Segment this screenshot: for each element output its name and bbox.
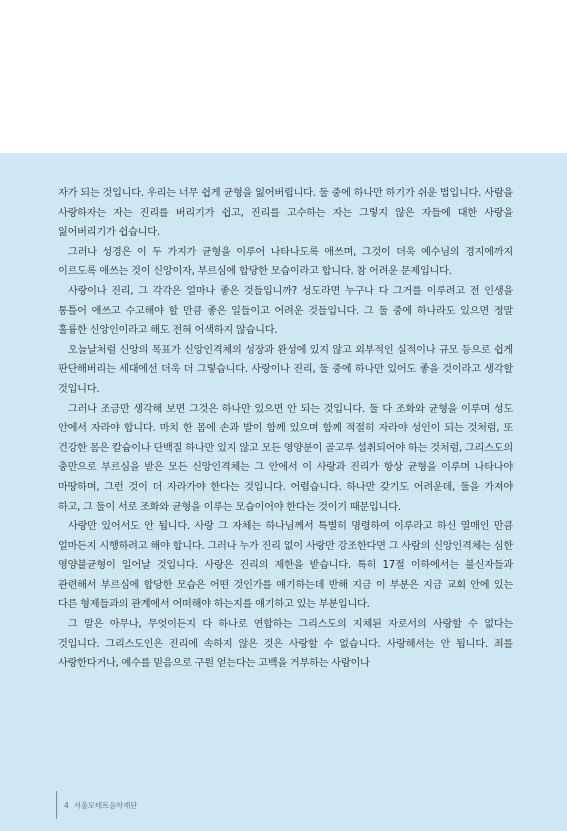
body-text bbox=[58, 184, 513, 674]
paragraph-3: 사랑이나 진리, 그 각각은 얼마나 좋은 것들입니까? 성도라면 누구나 다 그거를 이루려고 전 인생을 통틀어 애쓰고 수고해야 할 만큼 좋은 일들이고 어려운 것들입니다. 그 둘 중에 하나라도 있으면 정말 훌륭한 신앙인이라고 해도 전혀 어색하지 않습니다. bbox=[58, 285, 513, 337]
footer-divider bbox=[56, 791, 57, 819]
paragraph-6: 사랑만 있어서도 안 됩니다. 사랑 그 자체는 하나님께서 특별히 명령하여 이루라고 하신 열매인 만큼 얼마든지 시행하려고 해야 합니다. 그러나 누가 진리 없이 사랑만 강조한다면 그 사람의 신앙인격체는 심한 영양불균형이 일어날 것입니다. 사랑은 진리의 제한을 받습니다. 특히 17절 이하에서는 불신자들과 관련해서 부르심에 합당한 모습은 어떤 것인가를 얘기하는데 반해 지금 이 부분은 지금 교회 안에 있는 다른 형제들과의 관계에서 어떠해야 하는지를 얘기하고 있는 부분입니다. bbox=[58, 521, 513, 611]
top-margin bbox=[0, 0, 567, 153]
page-footer bbox=[56, 790, 137, 820]
paragraph-4: 오늘날처럼 신앙의 목표가 신앙인격체의 성장과 완성에 있지 않고 외부적인 실적이나 규모 등으로 쉽게 판단해버리는 세대에선 더욱 더 그렇습니다. 사랑이나 진리, 둘 중에 하나만 있어도 좋을 것이라고 생각할 것입니다. bbox=[58, 344, 513, 395]
paragraph-5: 그러나 조금만 생각해 보면 그것은 하나만 있으면 안 되는 것입니다. 둘 다 조화와 균형을 이루며 성도 안에서 자라야 합니다. 마치 한 몸에 손과 발이 함께 있으며 함께 적절히 자라야 성인이 되는 것처럼, 또 건강한 몸은 칼슘이나 단백질 하나만 있지 않고 모든 영양분이 골고루 섭취되어야 하는 것처럼, 그리스도의 충만으로 부르심을 받은 모든 신앙인격체는 그 안에서 이 사랑과 진리가 항상 균형을 이루며 나타나야 마땅하며, 그런 것이 더 자라가야 한다는 것입니다. 어렵습니다. 하나만 갖기도 어려운데, 둘을 가져야 하고, 그 둘이 서로 조화와 균형을 이루는 모습이어야 한다는 것이기 때문입니다. bbox=[58, 403, 513, 513]
paragraph-7: 그 말은 아무나, 무엇이든지 다 하나로 연합하는 그리스도의 지체된 자로서의 사랑할 수 없다는 것입니다. 그리스도인은 진리에 속하지 않은 것은 사랑할 수 없습니다. 사랑해서는 안 됩니다. 죄를 사랑한다거나, 예수를 믿음으로 구원 얻는다는 고백을 거부하는 사람이나 bbox=[58, 619, 513, 670]
paragraph-1: 자가 되는 것입니다. 우리는 너무 쉽게 균형을 잃어버립니다. 둘 중에 하나만 하기가 쉬운 법입니다. 사람을 사랑하자는 자는 진리를 버리기가 쉽고, 진리를 고수하는 자는 그렇지 않은 자들에 대한 사랑을 잃어버리기가 쉽습니다. bbox=[58, 188, 513, 239]
paragraph-2: 그러나 성경은 이 두 가지가 균형을 이루어 나타나도록 애쓰며, 그것이 더욱 예수님의 경지에까지 이르도록 애쓰는 것이 신앙이자, 부르심에 합당한 모습이라고 합니다. 참 어려운 문제입니다. bbox=[58, 246, 513, 278]
page-number: 4 bbox=[64, 800, 69, 810]
footer-organization: 서울모테트음악재단 bbox=[73, 800, 138, 810]
